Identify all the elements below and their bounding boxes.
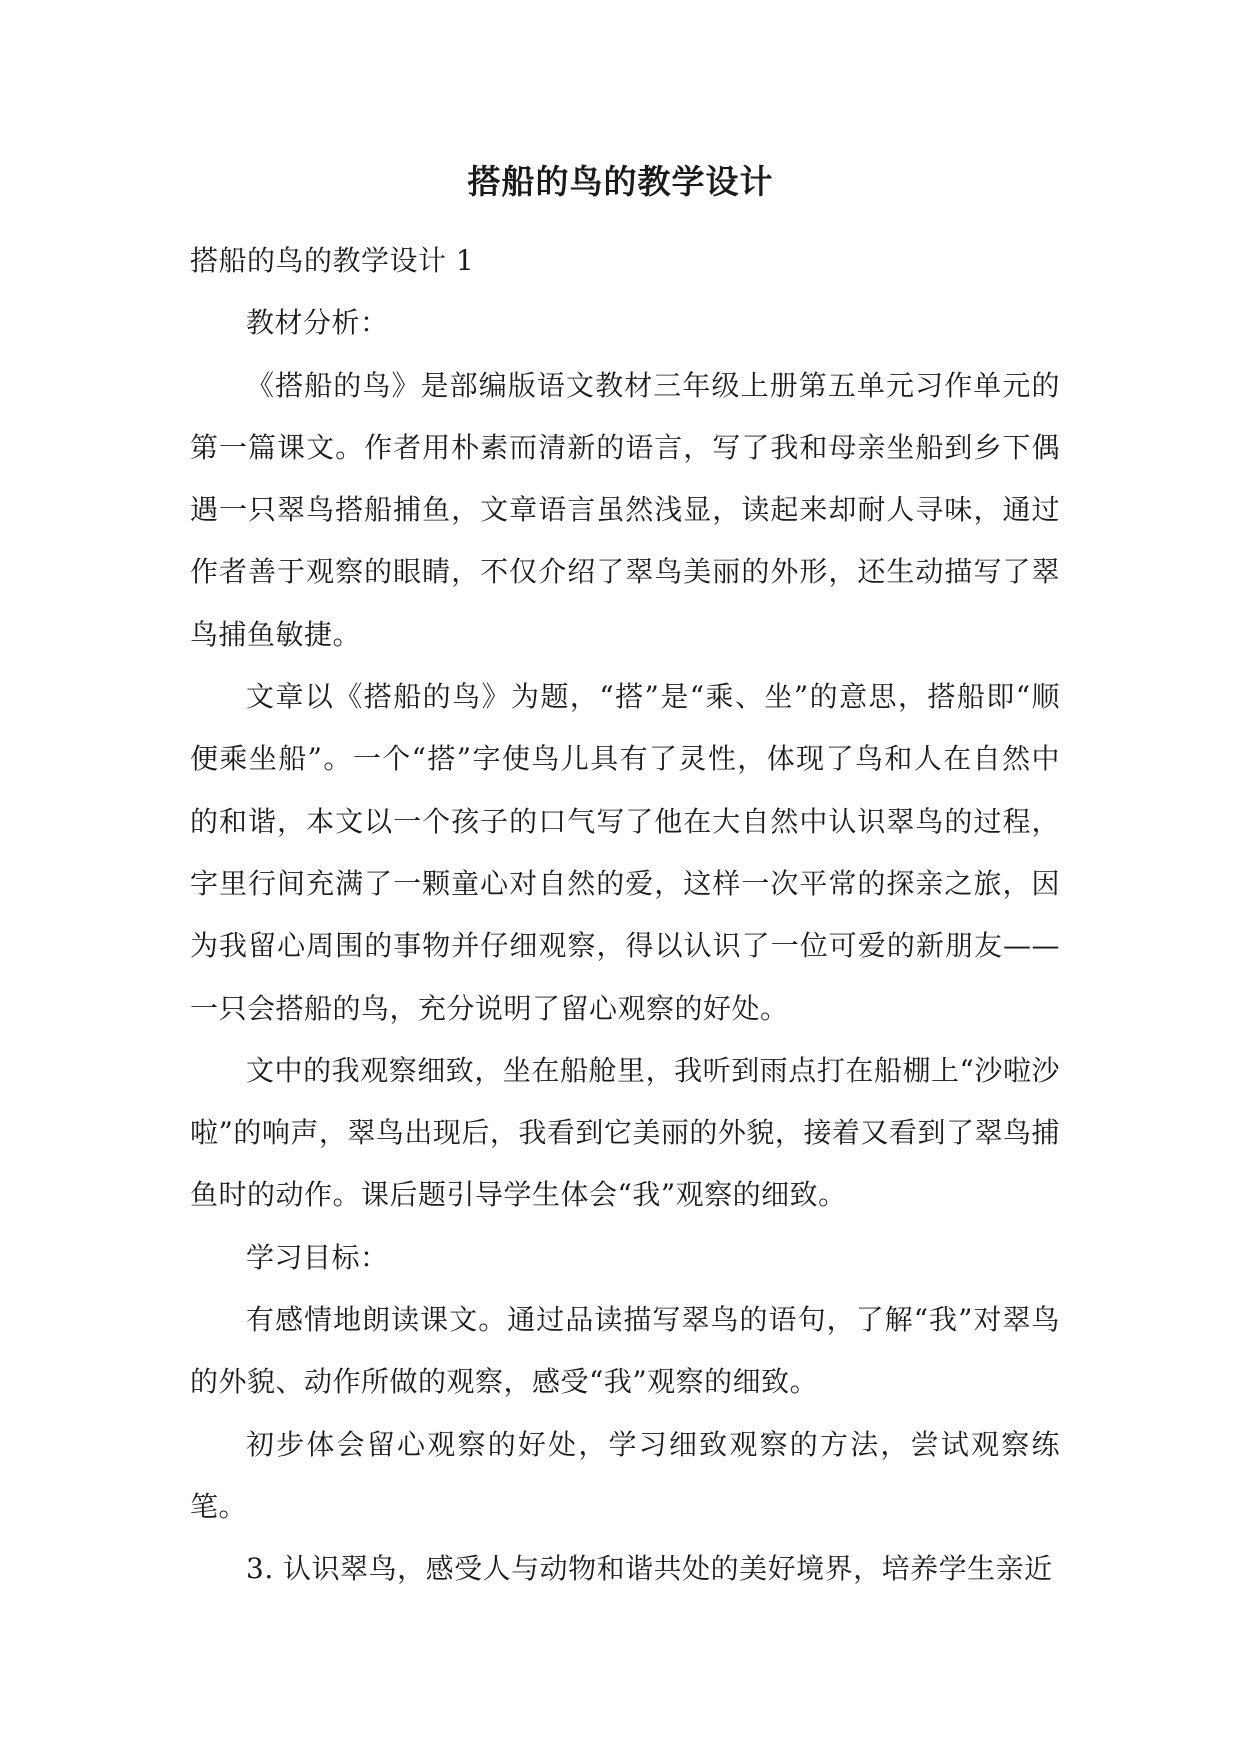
document-title: 搭船的鸟的教学设计 xyxy=(467,162,774,201)
subtitle: 搭船的鸟的教学设计 1 xyxy=(190,244,475,277)
goal-1: 有感情地朗读课文。通过品读描写翠鸟的语句，了解“我”对翠鸟的外貌、动作所做的观察，感受“我”观察的细致。 xyxy=(190,1303,1060,1399)
paragraph-1: 《搭船的鸟》是部编版语文教材三年级上册第五单元习作单元的第一篇课文。作者用朴素而清新的语言，写了我和母亲坐船到乡下偶遇一只翠鸟搭船捕鱼，文章语言虽然浅显，读起来却耐人寻味，通过作者善于观察的眼睛，不仅介绍了翠鸟美丽的外形，还生动描写了翠鸟捕鱼敏捷。 xyxy=(190,368,1060,651)
paragraph-2: 文章以《搭船的鸟》为题，“搭”是“乘、坐”的意思，搭船即“顺便乘坐船”。一个“搭”字使鸟儿具有了灵性，体现了鸟和人在自然中的和谐，本文以一个孩子的口气写了他在大自然中认识翠鸟的过程，字里行间充满了一颗童心对自然的爱，这样一次平常的探亲之旅，因为我留心周围的事物并仔细观察，得以认识了一位可爱的新朋友——一只会搭船的鸟，充分说明了留心观察的好处。 xyxy=(190,680,1060,1025)
paragraph-3: 文中的我观察细致，坐在船舱里，我听到雨点打在船棚上“沙啦沙啦”的响声，翠鸟出现后，我看到它美丽的外貌，接着又看到了翠鸟捕鱼时的动作。课后题引导学生体会“我”观察的细致。 xyxy=(190,1053,1060,1212)
section-heading-goals: 学习目标： xyxy=(246,1240,389,1274)
goal-3: 3. 认识翠鸟，感受人与动物和谐共处的美好境界，培养学生亲近 xyxy=(246,1552,1053,1586)
goal-2: 初步体会留心观察的好处，学习细致观察的方法，尝试观察练笔。 xyxy=(190,1427,1060,1523)
document-body xyxy=(190,230,1060,1601)
section-heading-analysis: 教材分析： xyxy=(246,306,389,340)
